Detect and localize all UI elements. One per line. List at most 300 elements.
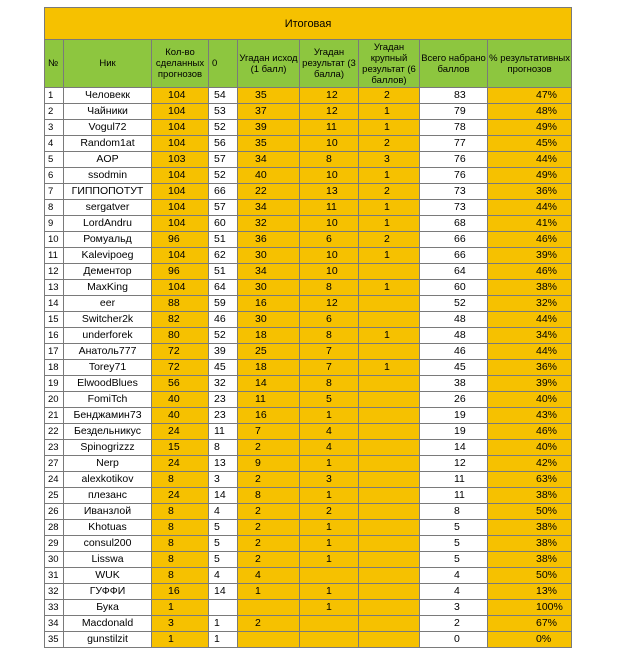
cell-total: 5 <box>420 520 488 536</box>
cell-outcome: 39 <box>238 120 300 136</box>
table-row <box>45 248 572 264</box>
cell-total: 76 <box>420 168 488 184</box>
cell-outcome: 2 <box>238 616 300 632</box>
cell-result: 10 <box>300 168 359 184</box>
cell-percent: 36% <box>488 184 572 200</box>
cell-percent: 42% <box>488 456 572 472</box>
cell-nick: Бездельникус <box>64 424 152 440</box>
cell-zero: 23 <box>209 392 238 408</box>
cell-result: 1 <box>300 584 359 600</box>
cell-made: 72 <box>152 360 209 376</box>
cell-outcome: 9 <box>238 456 300 472</box>
cell-nick: Kalevipoeg <box>64 248 152 264</box>
cell-big-result <box>359 344 420 360</box>
cell-percent: 0% <box>488 632 572 648</box>
header-num: № <box>45 40 64 88</box>
cell-zero: 5 <box>209 536 238 552</box>
cell-made: 8 <box>152 520 209 536</box>
table-row <box>45 88 572 104</box>
cell-nick: underforek <box>64 328 152 344</box>
table-row <box>45 424 572 440</box>
cell-result: 8 <box>300 280 359 296</box>
table-row <box>45 216 572 232</box>
cell-result: 1 <box>300 600 359 616</box>
cell-nick: Иванзлой <box>64 504 152 520</box>
cell-big-result <box>359 520 420 536</box>
cell-nick: плезанс <box>64 488 152 504</box>
cell-nick: Random1at <box>64 136 152 152</box>
cell-percent: 40% <box>488 440 572 456</box>
cell-big-result <box>359 472 420 488</box>
cell-percent: 63% <box>488 472 572 488</box>
cell-outcome: 35 <box>238 88 300 104</box>
cell-total: 68 <box>420 216 488 232</box>
cell-percent: 50% <box>488 568 572 584</box>
cell-total: 46 <box>420 344 488 360</box>
cell-percent: 50% <box>488 504 572 520</box>
cell-percent: 40% <box>488 392 572 408</box>
cell-num: 9 <box>45 216 64 232</box>
cell-made: 104 <box>152 200 209 216</box>
cell-num: 34 <box>45 616 64 632</box>
cell-percent: 38% <box>488 488 572 504</box>
cell-nick: Чайники <box>64 104 152 120</box>
header-total: Всего набрано баллов <box>420 40 488 88</box>
cell-result: 12 <box>300 296 359 312</box>
cell-num: 23 <box>45 440 64 456</box>
table-row <box>45 280 572 296</box>
header-nick: Ник <box>64 40 152 88</box>
cell-total: 4 <box>420 568 488 584</box>
table-row <box>45 360 572 376</box>
cell-outcome: 32 <box>238 216 300 232</box>
cell-zero: 5 <box>209 552 238 568</box>
cell-total: 8 <box>420 504 488 520</box>
cell-total: 64 <box>420 264 488 280</box>
cell-num: 8 <box>45 200 64 216</box>
cell-big-result <box>359 568 420 584</box>
cell-zero: 39 <box>209 344 238 360</box>
cell-percent: 43% <box>488 408 572 424</box>
cell-outcome: 2 <box>238 520 300 536</box>
cell-made: 1 <box>152 600 209 616</box>
cell-big-result <box>359 552 420 568</box>
cell-outcome: 35 <box>238 136 300 152</box>
cell-result: 10 <box>300 248 359 264</box>
table-row <box>45 568 572 584</box>
cell-result: 1 <box>300 408 359 424</box>
cell-big-result: 1 <box>359 200 420 216</box>
cell-outcome: 2 <box>238 552 300 568</box>
cell-num: 13 <box>45 280 64 296</box>
cell-num: 2 <box>45 104 64 120</box>
cell-big-result: 1 <box>359 104 420 120</box>
cell-zero: 3 <box>209 472 238 488</box>
cell-total: 78 <box>420 120 488 136</box>
cell-result: 13 <box>300 184 359 200</box>
cell-result: 3 <box>300 472 359 488</box>
cell-nick: Дементор <box>64 264 152 280</box>
cell-outcome: 1 <box>238 584 300 600</box>
cell-big-result: 2 <box>359 136 420 152</box>
cell-made: 104 <box>152 280 209 296</box>
cell-num: 22 <box>45 424 64 440</box>
cell-big-result: 1 <box>359 280 420 296</box>
cell-num: 21 <box>45 408 64 424</box>
table-body <box>45 88 572 648</box>
cell-big-result: 2 <box>359 184 420 200</box>
cell-zero: 46 <box>209 312 238 328</box>
cell-nick: ElwoodBlues <box>64 376 152 392</box>
cell-made: 24 <box>152 488 209 504</box>
cell-outcome <box>238 600 300 616</box>
cell-outcome: 14 <box>238 376 300 392</box>
cell-result: 6 <box>300 312 359 328</box>
cell-nick: Ромуальд <box>64 232 152 248</box>
table-row <box>45 552 572 568</box>
cell-zero: 56 <box>209 136 238 152</box>
table-row <box>45 392 572 408</box>
cell-nick: gunstilzit <box>64 632 152 648</box>
cell-big-result <box>359 264 420 280</box>
cell-nick: FomiTch <box>64 392 152 408</box>
cell-nick: Vogul72 <box>64 120 152 136</box>
header-percent: % результативных прогнозов <box>488 40 572 88</box>
cell-result: 8 <box>300 328 359 344</box>
cell-num: 12 <box>45 264 64 280</box>
cell-zero: 57 <box>209 152 238 168</box>
header-zero: 0 <box>209 40 238 88</box>
cell-percent: 13% <box>488 584 572 600</box>
cell-zero <box>209 600 238 616</box>
cell-zero: 14 <box>209 488 238 504</box>
cell-made: 103 <box>152 152 209 168</box>
cell-outcome: 34 <box>238 264 300 280</box>
cell-num: 6 <box>45 168 64 184</box>
table-row <box>45 408 572 424</box>
cell-made: 104 <box>152 168 209 184</box>
cell-made: 104 <box>152 136 209 152</box>
cell-total: 48 <box>420 328 488 344</box>
cell-result: 4 <box>300 424 359 440</box>
cell-result: 1 <box>300 520 359 536</box>
cell-made: 16 <box>152 584 209 600</box>
cell-total: 73 <box>420 184 488 200</box>
cell-outcome: 2 <box>238 472 300 488</box>
cell-nick: Switcher2k <box>64 312 152 328</box>
cell-zero: 4 <box>209 568 238 584</box>
cell-zero: 52 <box>209 328 238 344</box>
cell-result: 12 <box>300 88 359 104</box>
cell-result <box>300 616 359 632</box>
cell-zero: 62 <box>209 248 238 264</box>
cell-nick: eer <box>64 296 152 312</box>
cell-zero: 52 <box>209 120 238 136</box>
cell-percent: 39% <box>488 376 572 392</box>
cell-num: 11 <box>45 248 64 264</box>
cell-made: 8 <box>152 552 209 568</box>
cell-made: 96 <box>152 264 209 280</box>
cell-big-result <box>359 408 420 424</box>
cell-total: 52 <box>420 296 488 312</box>
cell-outcome: 18 <box>238 360 300 376</box>
cell-num: 27 <box>45 456 64 472</box>
cell-big-result: 1 <box>359 360 420 376</box>
table-row <box>45 440 572 456</box>
cell-num: 18 <box>45 360 64 376</box>
cell-total: 14 <box>420 440 488 456</box>
header-result: Угадан результат (3 балла) <box>300 40 359 88</box>
cell-made: 104 <box>152 104 209 120</box>
cell-made: 104 <box>152 184 209 200</box>
cell-outcome: 36 <box>238 232 300 248</box>
cell-big-result <box>359 424 420 440</box>
cell-nick: ГУФФИ <box>64 584 152 600</box>
cell-made: 104 <box>152 248 209 264</box>
table-row <box>45 520 572 536</box>
cell-total: 77 <box>420 136 488 152</box>
cell-total: 76 <box>420 152 488 168</box>
cell-nick: LordAndru <box>64 216 152 232</box>
table-row <box>45 120 572 136</box>
cell-num: 5 <box>45 152 64 168</box>
table-row <box>45 616 572 632</box>
cell-big-result: 2 <box>359 88 420 104</box>
cell-outcome: 16 <box>238 296 300 312</box>
cell-zero: 13 <box>209 456 238 472</box>
cell-percent: 44% <box>488 152 572 168</box>
cell-zero: 8 <box>209 440 238 456</box>
cell-made: 82 <box>152 312 209 328</box>
cell-percent: 100% <box>488 600 572 616</box>
cell-made: 56 <box>152 376 209 392</box>
cell-total: 2 <box>420 616 488 632</box>
cell-result: 4 <box>300 440 359 456</box>
table-row <box>45 200 572 216</box>
cell-zero: 51 <box>209 264 238 280</box>
cell-outcome: 40 <box>238 168 300 184</box>
cell-big-result: 2 <box>359 232 420 248</box>
cell-zero: 32 <box>209 376 238 392</box>
table-row <box>45 104 572 120</box>
cell-outcome: 11 <box>238 392 300 408</box>
cell-nick: Человекк <box>64 88 152 104</box>
cell-percent: 48% <box>488 104 572 120</box>
cell-nick: consul200 <box>64 536 152 552</box>
cell-nick: WUK <box>64 568 152 584</box>
table-row <box>45 264 572 280</box>
cell-made: 24 <box>152 424 209 440</box>
cell-made: 88 <box>152 296 209 312</box>
cell-outcome: 25 <box>238 344 300 360</box>
cell-outcome: 4 <box>238 568 300 584</box>
cell-made: 8 <box>152 504 209 520</box>
table-row <box>45 504 572 520</box>
table-row <box>45 632 572 648</box>
cell-made: 96 <box>152 232 209 248</box>
cell-made: 8 <box>152 568 209 584</box>
cell-zero: 45 <box>209 360 238 376</box>
cell-percent: 46% <box>488 424 572 440</box>
cell-outcome: 30 <box>238 312 300 328</box>
cell-total: 83 <box>420 88 488 104</box>
cell-nick: MaxKing <box>64 280 152 296</box>
cell-result: 8 <box>300 152 359 168</box>
cell-total: 4 <box>420 584 488 600</box>
cell-result: 10 <box>300 136 359 152</box>
cell-percent: 41% <box>488 216 572 232</box>
table-title: Итоговая <box>45 8 572 40</box>
cell-outcome <box>238 632 300 648</box>
cell-result: 1 <box>300 488 359 504</box>
cell-nick: alexkotikov <box>64 472 152 488</box>
cell-num: 20 <box>45 392 64 408</box>
results-table <box>44 7 572 648</box>
cell-outcome: 7 <box>238 424 300 440</box>
cell-total: 11 <box>420 472 488 488</box>
cell-result: 11 <box>300 200 359 216</box>
cell-made: 104 <box>152 120 209 136</box>
table-row <box>45 376 572 392</box>
cell-made: 40 <box>152 408 209 424</box>
cell-percent: 46% <box>488 232 572 248</box>
cell-percent: 49% <box>488 120 572 136</box>
cell-outcome: 30 <box>238 280 300 296</box>
cell-total: 73 <box>420 200 488 216</box>
cell-big-result <box>359 312 420 328</box>
cell-big-result: 1 <box>359 328 420 344</box>
table-row <box>45 296 572 312</box>
cell-nick: Бука <box>64 600 152 616</box>
cell-percent: 44% <box>488 200 572 216</box>
cell-outcome: 22 <box>238 184 300 200</box>
cell-nick: Torey71 <box>64 360 152 376</box>
cell-big-result: 1 <box>359 248 420 264</box>
cell-result: 5 <box>300 392 359 408</box>
cell-made: 104 <box>152 88 209 104</box>
cell-percent: 39% <box>488 248 572 264</box>
cell-nick: Lisswa <box>64 552 152 568</box>
cell-num: 25 <box>45 488 64 504</box>
cell-total: 45 <box>420 360 488 376</box>
cell-big-result <box>359 616 420 632</box>
cell-nick: Spinogrizzz <box>64 440 152 456</box>
cell-total: 19 <box>420 408 488 424</box>
cell-num: 26 <box>45 504 64 520</box>
cell-total: 0 <box>420 632 488 648</box>
cell-total: 60 <box>420 280 488 296</box>
cell-outcome: 8 <box>238 488 300 504</box>
cell-zero: 64 <box>209 280 238 296</box>
cell-zero: 60 <box>209 216 238 232</box>
cell-percent: 47% <box>488 88 572 104</box>
cell-result: 10 <box>300 264 359 280</box>
cell-num: 24 <box>45 472 64 488</box>
cell-zero: 14 <box>209 584 238 600</box>
cell-result: 7 <box>300 360 359 376</box>
cell-percent: 34% <box>488 328 572 344</box>
cell-percent: 44% <box>488 312 572 328</box>
cell-result: 10 <box>300 216 359 232</box>
cell-zero: 66 <box>209 184 238 200</box>
cell-result: 2 <box>300 504 359 520</box>
cell-result <box>300 568 359 584</box>
cell-zero: 59 <box>209 296 238 312</box>
cell-outcome: 34 <box>238 152 300 168</box>
cell-zero: 57 <box>209 200 238 216</box>
cell-percent: 67% <box>488 616 572 632</box>
table-row <box>45 168 572 184</box>
cell-big-result <box>359 504 420 520</box>
cell-zero: 5 <box>209 520 238 536</box>
cell-nick: ssodmin <box>64 168 152 184</box>
table-row <box>45 136 572 152</box>
cell-percent: 38% <box>488 536 572 552</box>
header-made: Кол-во сделанных прогнозов <box>152 40 209 88</box>
cell-num: 16 <box>45 328 64 344</box>
cell-num: 31 <box>45 568 64 584</box>
cell-result: 11 <box>300 120 359 136</box>
table-row <box>45 456 572 472</box>
cell-big-result: 1 <box>359 216 420 232</box>
cell-outcome: 2 <box>238 536 300 552</box>
cell-result: 12 <box>300 104 359 120</box>
header-big-result: Угадан крупный результат (6 баллов) <box>359 40 420 88</box>
header-outcome: Угадан исход (1 балл) <box>238 40 300 88</box>
cell-nick: sergatver <box>64 200 152 216</box>
cell-num: 33 <box>45 600 64 616</box>
cell-big-result: 3 <box>359 152 420 168</box>
cell-zero: 53 <box>209 104 238 120</box>
cell-nick: Khotuas <box>64 520 152 536</box>
cell-outcome: 2 <box>238 440 300 456</box>
cell-big-result <box>359 392 420 408</box>
cell-outcome: 18 <box>238 328 300 344</box>
cell-num: 35 <box>45 632 64 648</box>
cell-percent: 38% <box>488 280 572 296</box>
cell-total: 11 <box>420 488 488 504</box>
cell-num: 4 <box>45 136 64 152</box>
cell-zero: 23 <box>209 408 238 424</box>
cell-nick: ГИППОПОТУТ <box>64 184 152 200</box>
cell-big-result: 1 <box>359 168 420 184</box>
table-row <box>45 584 572 600</box>
cell-made: 1 <box>152 632 209 648</box>
cell-total: 3 <box>420 600 488 616</box>
table-row <box>45 600 572 616</box>
cell-num: 29 <box>45 536 64 552</box>
cell-nick: AOP <box>64 152 152 168</box>
cell-big-result <box>359 376 420 392</box>
cell-outcome: 30 <box>238 248 300 264</box>
cell-big-result <box>359 440 420 456</box>
cell-total: 79 <box>420 104 488 120</box>
cell-zero: 1 <box>209 616 238 632</box>
cell-num: 28 <box>45 520 64 536</box>
cell-num: 7 <box>45 184 64 200</box>
header-row <box>45 40 572 88</box>
cell-percent: 44% <box>488 344 572 360</box>
cell-num: 30 <box>45 552 64 568</box>
cell-made: 15 <box>152 440 209 456</box>
cell-num: 14 <box>45 296 64 312</box>
cell-num: 15 <box>45 312 64 328</box>
cell-made: 104 <box>152 216 209 232</box>
cell-made: 8 <box>152 472 209 488</box>
cell-outcome: 34 <box>238 200 300 216</box>
table-row <box>45 232 572 248</box>
cell-zero: 51 <box>209 232 238 248</box>
